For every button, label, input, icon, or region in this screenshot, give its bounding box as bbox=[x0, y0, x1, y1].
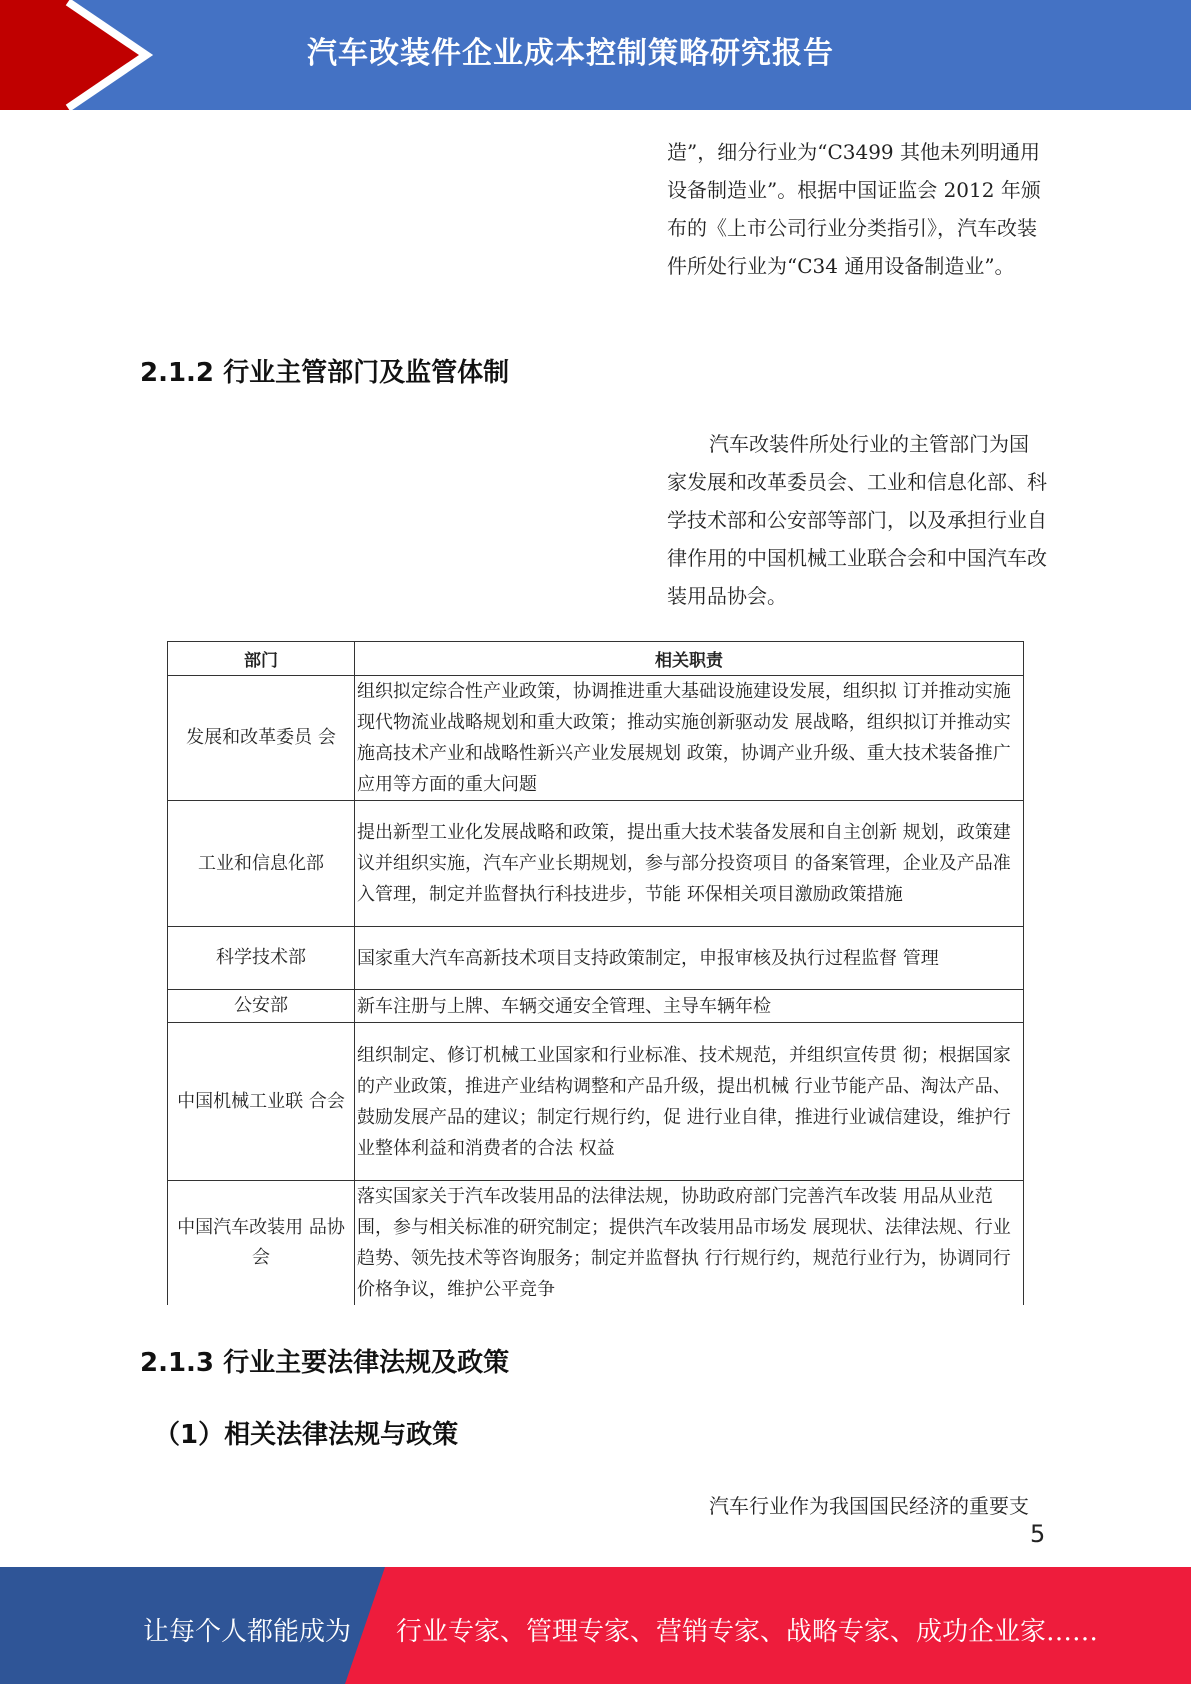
department-cell: 公安部 bbox=[168, 990, 355, 1023]
duties-cell: 新车注册与上牌、车辆交通安全管理、主导车辆年检 bbox=[355, 990, 1024, 1023]
column-header-duties: 相关职责 bbox=[355, 642, 1024, 676]
department-cell: 发展和改革委员 会 bbox=[168, 676, 355, 801]
department-duties-table bbox=[167, 641, 1024, 1305]
footer-slogan-right: 行业专家、管理专家、营销专家、战略专家、成功企业家…… bbox=[396, 1617, 1099, 1647]
department-cell: 科学技术部 bbox=[168, 927, 355, 990]
duties-cell: 组织制定、修订机械工业国家和行业标准、技术规范，并组织宣传贯 彻；根据国家的产业政策，推进产业结构调整和产品升级，提出机械 行业节能产品、淘汰产品、鼓励发展产品的建议；制定行规行约，促 进行业自律，推进行业诚信建设，维护行业整体利益和消费者的合法 权益 bbox=[355, 1023, 1024, 1181]
subsection-heading-1: （1）相关法律法规与政策 bbox=[154, 1420, 459, 1450]
table-row bbox=[168, 1023, 1024, 1181]
table-row bbox=[168, 676, 1024, 801]
section-heading-2-1-2: 2.1.2 行业主管部门及监管体制 bbox=[140, 358, 510, 388]
column-header-department: 部门 bbox=[168, 642, 355, 676]
page-footer bbox=[0, 1567, 1191, 1684]
footer-slogan-left: 让每个人都能成为 bbox=[143, 1617, 352, 1647]
report-title: 汽车改装件企业成本控制策略研究报告 bbox=[307, 36, 834, 71]
table-row bbox=[168, 990, 1024, 1023]
duties-cell: 国家重大汽车高新技术项目支持政策制定，申报审核及执行过程监督 管理 bbox=[355, 927, 1024, 990]
table-row bbox=[168, 927, 1024, 990]
table-header-row bbox=[168, 642, 1024, 676]
table-row bbox=[168, 801, 1024, 927]
section-heading-2-1-3: 2.1.3 行业主要法律法规及政策 bbox=[140, 1348, 510, 1378]
duties-cell: 组织拟定综合性产业政策，协调推进重大基础设施建设发展，组织拟 订并推动实施现代物流业战略规划和重大政策；推动实施创新驱动发 展战略，组织拟订并推动实施高技术产业和战略性新兴产业发展规划 政策，协调产业升级、重大技术装备推广应用等方面的重大问题 bbox=[355, 676, 1024, 801]
duties-cell: 落实国家关于汽车改装用品的法律法规，协助政府部门完善汽车改装 用品从业范围，参与相关标准的研究制定；提供汽车改装用品市场发 展现状、法律法规、行业趋势、领先技术等咨询服务；制定并监督执 行行规行约，规范行业行为，协调同行价格争议，维护公平竞争 bbox=[355, 1181, 1024, 1306]
department-cell: 工业和信息化部 bbox=[168, 801, 355, 927]
duties-cell: 提出新型工业化发展战略和政策，提出重大技术装备发展和自主创新 规划，政策建议并组织实施，汽车产业长期规划，参与部分投资项目 的备案管理，企业及产品准入管理，制定并监督执行科技进步，节能 环保相关项目激励政策措施 bbox=[355, 801, 1024, 927]
industry-classification-paragraph: 造”，细分行业为“C3499 其他未列明通用设备制造业”。根据中国证监会 2012 年颁布的《上市公司行业分类指引》，汽车改装件所处行业为“C34 通用设备制造业”。 bbox=[667, 140, 1041, 278]
page-number: 5 bbox=[1030, 1520, 1046, 1548]
department-cell: 中国汽车改装用 品协会 bbox=[168, 1181, 355, 1306]
table-row bbox=[168, 1181, 1024, 1306]
department-cell: 中国机械工业联 合会 bbox=[168, 1023, 355, 1181]
regulatory-authority-paragraph: 汽车改装件所处行业的主管部门为国家发展和改革委员会、工业和信息化部、科学技术部和公安部等部门，以及承担行业自律作用的中国机械工业联合会和中国汽车改装用品协会。 bbox=[667, 432, 1047, 608]
auto-industry-paragraph: 汽车行业作为我国国民经济的重要支 bbox=[709, 1494, 1029, 1518]
page-header bbox=[0, 0, 1191, 110]
